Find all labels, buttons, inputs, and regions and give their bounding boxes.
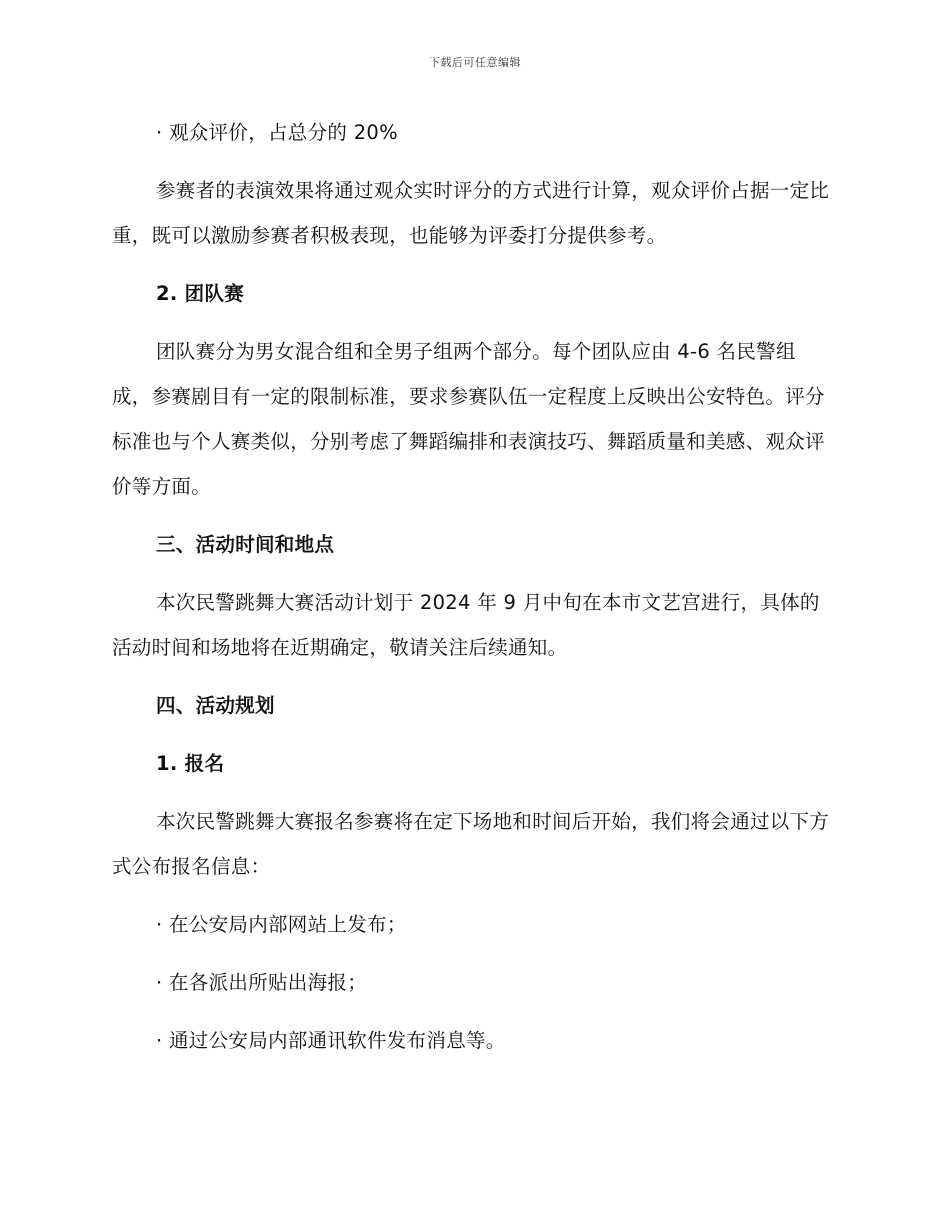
- paragraph-time-location: 本次民警跳舞大赛活动计划于 2024 年 9 月中旬在本市文艺宫进行，具体的活动时间和场地将在近期确定，敬请关注后续通知。: [112, 591, 820, 659]
- bullet-audience-rating: · 观众评价，占总分的 20%: [156, 121, 398, 144]
- paragraph-team-contest: 团队赛分为男女混合组和全男子组两个部分。每个团队应由 4-6 名民警组成，参赛剧目有一定的限制标准，要求参赛队伍一定程度上反映出公安特色。评分标准也与个人赛类似，分别考虑了舞蹈编排和表演技巧、舞蹈质量和美感、观众评价等方面。: [112, 340, 825, 498]
- heading-registration: 1. 报名: [156, 752, 225, 775]
- bullet-website: · 在公安局内部网站上发布；: [156, 913, 407, 936]
- heading-team-contest: 2. 团队赛: [156, 282, 245, 305]
- paragraph-registration: 本次民警跳舞大赛报名参赛将在定下场地和时间后开始，我们将会通过以下方式公布报名信息：: [112, 810, 830, 878]
- bullet-messaging: · 通过公安局内部通讯软件发布消息等。: [156, 1029, 506, 1052]
- page-header: 下载后可任意编辑: [429, 56, 521, 69]
- paragraph-audience-rating: 参赛者的表演效果将通过观众实时评分的方式进行计算，观众评价占据一定比重，既可以激励参赛者积极表现，也能够为评委打分提供参考。: [112, 179, 830, 247]
- document-body: [112, 110, 834, 1063]
- heading-activity-plan: 四、活动规划: [156, 694, 275, 717]
- heading-time-location: 三、活动时间和地点: [156, 533, 335, 556]
- bullet-posters: · 在各派出所贴出海报；: [156, 971, 367, 994]
